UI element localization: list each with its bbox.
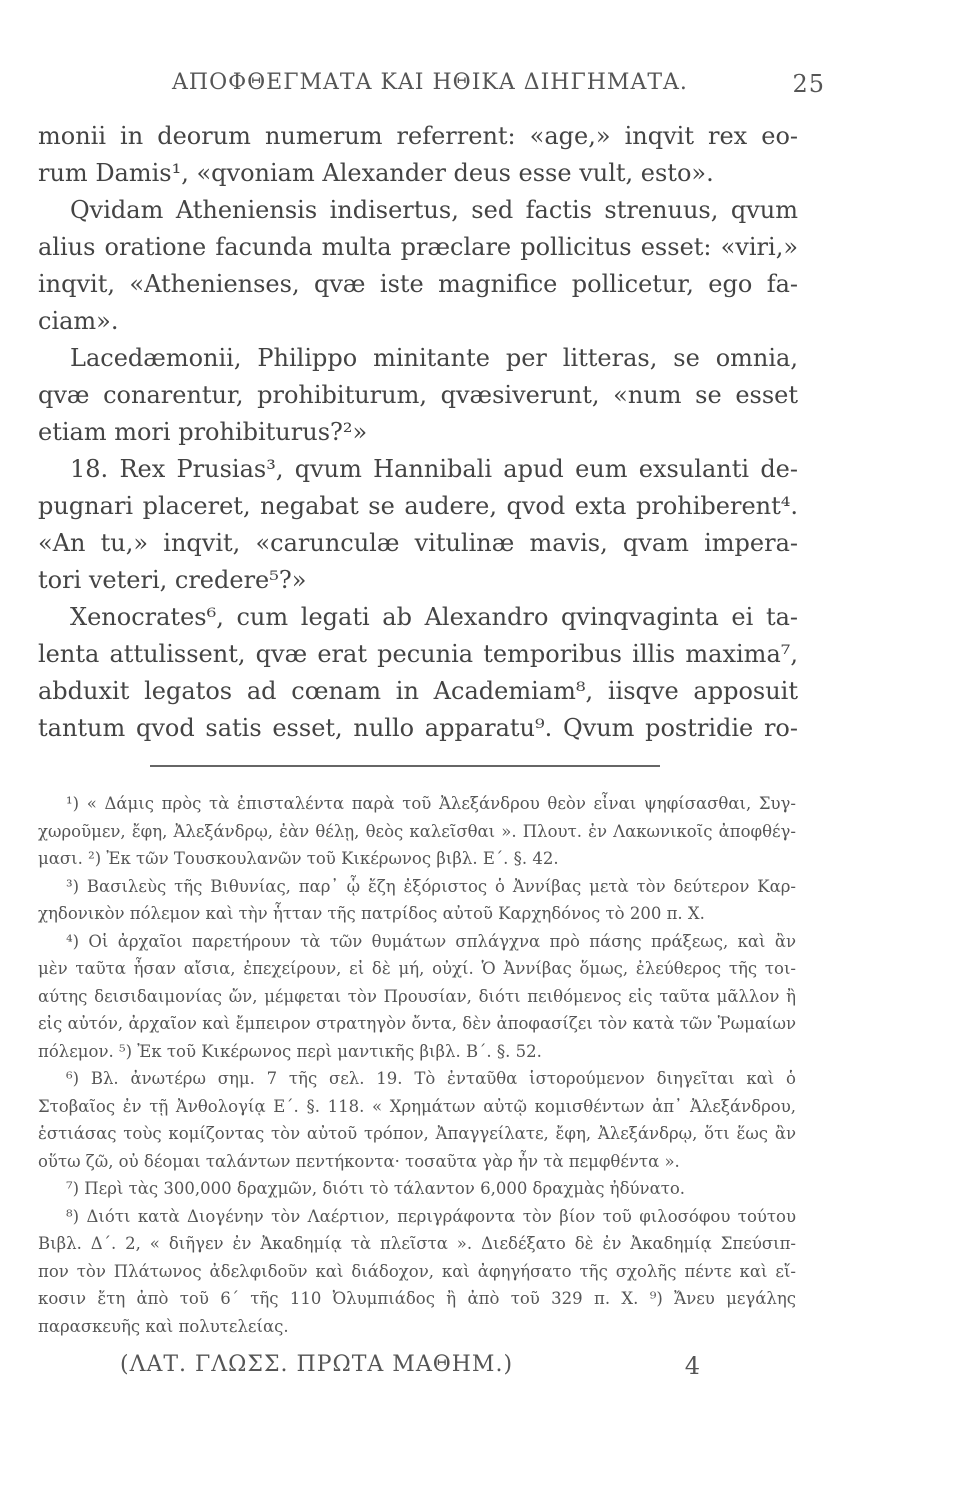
printer-signature [120, 1352, 700, 1386]
running-head-title: ΑΠΟΦΘΕΓΜΑΤΑ ΚΑΙ ΗΘΙΚΑ ΔΙΗΓΗΜΑΤΑ. [172, 70, 688, 95]
footnote-line: παρασκευῆς καὶ πολυτελείας. [38, 1316, 289, 1336]
signature-text: (ΛΑΤ. ΓΛΩΣΣ. ΠΡΩΤΑ ΜΑΘΗΜ.) [120, 1352, 514, 1377]
text-line: monii in deorum numerum referrent: «age,» inqvit rex eo- [38, 122, 798, 150]
text-line: Lacedæmonii, Philippo minitante per litteras, se omnia, [70, 344, 798, 372]
footnote-line: αύτης δεισιδαιμονίας ὤν, μέμφεται τὸν Προυσίαν, διότι πειθόμενος εἰς ταῦτα μᾶλλον ἢ [38, 986, 796, 1006]
text-line: etiam mori prohibiturus?²» [38, 418, 368, 446]
text-line: 18. Rex Prusias³, qvum Hannibali apud eum exsulanti de- [70, 455, 798, 483]
footnote-line: ἑστιάσας τοὺς κομίζοντας τὸν αὐτοῦ τρόπον, Ἀπαγγείλατε, ἔφη, Ἀλεξάνδρῳ, ὅτι ἕως ἂν [38, 1124, 796, 1143]
footnote-rule [150, 765, 660, 767]
text-line: ciam». [38, 307, 119, 335]
text-line: qvæ conarentur, prohibiturum, qvæsiverunt, «num se esset [38, 381, 798, 409]
text-line: alius oratione facunda multa præclare pollicitus esset: «viri,» [38, 233, 798, 261]
running-head [172, 70, 825, 106]
footnote-line: πόλεμον. ⁵) Ἐκ τοῦ Κικέρωνος περὶ μαντικῆς βιβλ. Β΄. §. 52. [38, 1041, 542, 1061]
footnote-line: Στοβαῖος ἐν τῇ Ἀνθολογίᾳ Ε΄. §. 118. « Χρημάτων αὐτῷ κομισθέντων ἀπ᾽ Ἀλεξάνδρου, [38, 1096, 796, 1116]
footnote-line: ⁶) Βλ. ἀνωτέρω σημ. 7 τῆς σελ. 19. Τὸ ἐνταῦθα ἱστορούμενον διηγεῖται καὶ ὁ [66, 1069, 796, 1088]
footnotes [38, 790, 796, 1340]
footnote-line: ¹) « Δάμις πρὸς τὰ ἐπισταλέντα παρὰ τοῦ Ἀλεξάνδρου θεὸν εἶναι ψηφίσασθαι, Συγ- [66, 794, 796, 813]
text-line: rum Damis¹, «qvoniam Alexander deus esse vult, esto». [38, 159, 714, 187]
footnote-line: οὕτω ζῶ, οὐ δέομαι ταλάντων πεντήκοντα· τοσαῦτα γὰρ ἦν τὰ πεμφθέντα ». [38, 1151, 680, 1171]
page-number: 25 [792, 70, 825, 98]
footnote-line: Βιβλ. Δ΄. 2, « διῆγεν ἐν Ἀκαδημίᾳ τὰ πλεῖστα ». Διεδέξατο δὲ ἐν Ἀκαδημίᾳ Σπεύσιπ- [38, 1234, 796, 1253]
footnote-line: μασι. ²) Ἐκ τῶν Τουσκουλανῶν τοῦ Κικέρωνος βιβλ. Ε΄. §. 42. [38, 849, 559, 868]
footnote-line: ⁴) Οἱ ἀρχαῖοι παρετήρουν τὰ τῶν θυμάτων σπλάγχνα πρὸ πάσης πράξεως, καὶ ἂν [66, 931, 796, 951]
text-line: Qvidam Atheniensis indisertus, sed factis strenuus, qvum [70, 196, 798, 224]
footnote-line: μὲν ταῦτα ἦσαν αἴσια, ἐπεχείρουν, εἰ δὲ μή, οὐχί. Ὁ Ἀννίβας ὅμως, ἐλεύθερος τῆς τοι- [38, 959, 796, 978]
text-line: «An tu,» inqvit, «carunculæ vitulinæ mavis, qvam impera- [38, 529, 798, 557]
footnote-line: εἰς αὐτόν, ἀρχαῖον καὶ ἔμπειρον στρατηγὸν ὄντα, δὲν ἀποφασίζει τὸν κατὰ τῶν Ῥωμαίων [38, 1014, 796, 1033]
text-line: abduxit legatos ad cœnam in Academiam⁸, iisqve apposuit [38, 677, 798, 705]
footnote-line: ⁸) Διότι κατὰ Διογένην τὸν Λαέρτιον, περιγράφοντα τὸν βίον τοῦ φιλοσόφου τούτου [66, 1206, 796, 1226]
text-line: Xenocrates⁶, cum legati ab Alexandro qvinqvaginta ei ta- [70, 603, 798, 631]
signature-number: 4 [684, 1352, 700, 1380]
footnote-line: ⁷) Περὶ τὰς 300,000 δραχμῶν, διότι τὸ τάλαντον 6,000 δραχμὰς ἠδύνατο. [66, 1179, 686, 1198]
footnote-line: χωροῦμεν, ἔφη, Ἀλεξάνδρῳ, ἐὰν θέλῃ, θεὸς καλεῖσθαι ». Πλουτ. ἐν Λακωνικοῖς ἀποφθέγ- [38, 821, 796, 841]
footnote-line: χηδονικὸν πόλεμον καὶ τὴν ἧτταν τῆς πατρίδος αὐτοῦ Καρχηδόνος τὸ 200 π. Χ. [38, 904, 705, 923]
main-text [38, 118, 798, 747]
text-line: tantum qvod satis esset, nullo apparatu⁹. Qvum postridie ro- [38, 714, 798, 742]
footnote-line: ³) Βασιλεὺς τῆς Βιθυνίας, παρ᾽ ᾧ ἔζη ἐξόριστος ὁ Ἀννίβας μετὰ τὸν δεύτερον Καρ- [66, 876, 796, 896]
text-line: pugnari placeret, negabat se audere, qvod exta prohiberent⁴. [38, 492, 798, 520]
footnote-line: κοσιν ἔτη ἀπὸ τοῦ 6΄ τῆς 110 Ὀλυμπιάδος ἢ ἀπὸ τοῦ 329 π. Χ. ⁹) Ἄνευ μεγάλης [38, 1289, 796, 1308]
text-line: lenta attulissent, qvæ erat pecunia temporibus illis maxima⁷, [38, 640, 798, 668]
footnote-line: πον τὸν Πλάτωνος ἀδελφιδοῦν καὶ διάδοχον, καὶ ἀφηγήσατο τῆς σχολῆς πέντε καὶ εἴ- [38, 1261, 796, 1281]
text-line: tori veteri, credere⁵?» [38, 566, 307, 594]
text-line: inqvit, «Athenienses, qvæ iste magnifice pollicetur, ego fa- [38, 270, 798, 298]
